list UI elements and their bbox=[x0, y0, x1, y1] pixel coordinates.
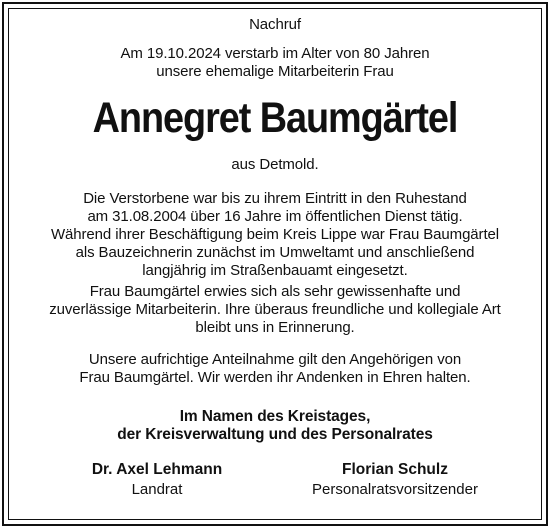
signatory-right bbox=[275, 461, 515, 498]
body-line-1: Die Verstorbene war bis zu ihrem Eintritt in den Ruhestand bbox=[83, 190, 467, 207]
condolence-line-1: Unsere aufrichtige Anteilnahme gilt den Angehörigen von bbox=[88, 351, 462, 368]
signatory-title: Landrat bbox=[131, 481, 183, 498]
condolence-line-2: Frau Baumgärtel. Wir werden ihr Andenken in Ehren halten. bbox=[79, 369, 471, 386]
body-line-8: bleibt uns in Erinnerung. bbox=[195, 319, 355, 336]
signatory-name: Florian Schulz bbox=[342, 461, 448, 478]
signatory-title: Personalratsvorsitzender bbox=[312, 481, 478, 498]
origin-line: aus Detmold. bbox=[231, 156, 319, 173]
intro-line-1: Am 19.10.2024 verstarb im Alter von 80 Jahren bbox=[120, 45, 430, 62]
body-line-6: Frau Baumgärtel erwies sich als sehr gewissenhafte und bbox=[89, 283, 461, 300]
body-line-2: am 31.08.2004 über 16 Jahre im öffentlichen Dienst tätig. bbox=[87, 208, 463, 225]
signatory-name: Dr. Axel Lehmann bbox=[91, 461, 223, 478]
body-line-4: als Bauzeichnerin zunächst im Umweltamt und anschließend bbox=[75, 244, 475, 261]
on-behalf-line-2: der Kreisverwaltung und des Personalrates bbox=[117, 426, 433, 443]
body-line-7: zuverlässige Mitarbeiterin. Ihre überaus freundliche und kollegiale Art bbox=[49, 301, 501, 318]
body-line-5: langjährig im Straßenbauamt eingesetzt. bbox=[142, 262, 408, 279]
body-line-3: Während ihrer Beschäftigung beim Kreis Lippe war Frau Baumgärtel bbox=[51, 226, 499, 243]
on-behalf-line-1: Im Namen des Kreistages, bbox=[179, 408, 371, 425]
deceased-name: Annegret Baumgärtel bbox=[92, 94, 458, 142]
notice-heading: Nachruf bbox=[249, 16, 301, 33]
signatory-left bbox=[37, 461, 277, 498]
intro-line-2: unsere ehemalige Mitarbeiterin Frau bbox=[156, 63, 394, 80]
